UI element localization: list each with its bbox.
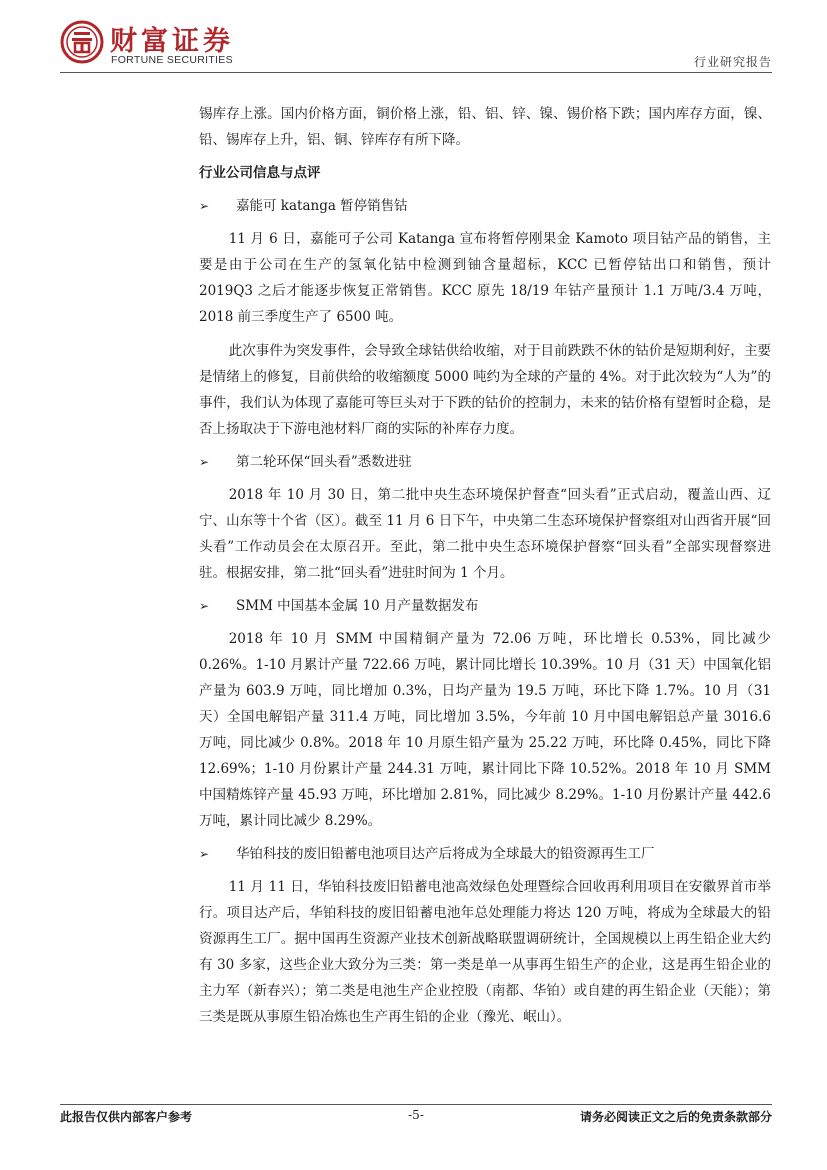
body-paragraph: 2018 年 10 月 30 日，第二批中央生态环境保护督查“回头看”正式启动，覆盖山西、辽宁、山东等十个省（区）。截至 11 月 6 日下午，中央第二生态环境保护督察组对山西省开展“回头看”工作动员会在太原召开。至此，第二批中央生态环境保护督察“回头看”全部实现督察进驻。根据安排，第二批“回头看”进驻时间为 1 个月。 bbox=[199, 487, 771, 581]
header-divider bbox=[60, 72, 772, 73]
body-paragraph: 此次事件为突发事件，会导致全球钴供给收缩，对于目前跌跌不休的钴价是短期利好，主要是情绪上的修复，目前供给的收缩额度 5000 吨约为全球的产量的 4%。对于此次较为“人为”的事件，我们认为体现了嘉能可等巨头对于下跌的钴价的控制力，未来的钴价格有望暂时企稳，是否上扬取决于下游电池材料厂商的实际的补库存力度。 bbox=[199, 343, 771, 437]
bullet-title: 华铂科技的废旧铅蓄电池项目达产后将成为全球最大的铅资源再生工厂 bbox=[236, 846, 655, 862]
bullet-title: 嘉能可 katanga 暂停销售钴 bbox=[236, 198, 408, 214]
page-footer bbox=[60, 1108, 772, 1128]
body-paragraph: 11 月 6 日，嘉能可子公司 Katanga 宣布将暂停刚果金 Kamoto 项目钴产品的销售，主要是由于公司在生产的氢氧化钴中检测到铀含量超标，KCC 已暂停钴出口和销售，预计 2019Q3 之后才能逐步恢复正常销售。KCC 原先 18/19 年钴产量预计 1.1 万吨/3.4 万吨，2018 前三季度生产了 6500 吨。 bbox=[199, 231, 771, 325]
logo-english-name: FORTUNE SECURITIES bbox=[111, 54, 233, 66]
bullet-item-2 bbox=[199, 449, 771, 475]
page-header bbox=[60, 18, 772, 72]
bullet-title: 第二轮环保“回头看”悉数进驻 bbox=[236, 454, 412, 470]
footer-disclaimer: 此报告仅供内部客户参考 bbox=[60, 1110, 193, 1124]
arrow-bullet-icon: ➢ bbox=[199, 847, 210, 861]
body-paragraph: 2018 年 10 月 SMM 中国精铜产量为 72.06 万吨，环比增长 0.53%，同比减少 0.26%。1-10 月累计产量 722.66 万吨，累计同比增长 10.39%。10 月（31 天）中国氧化铝产量为 603.9 万吨，同比增加 0.3%，日均产量为 19.5 万吨，环比下降 1.7%。10 月（31 天）全国电解铝产量 311.4 万吨，同比增加 3.5%，今年前 10 月中国电解铝总产量 3016.6 万吨，同比减少 0.8%。2018 年 10 月原生铅产量为 25.22 万吨，环比降 0.45%，同比下降 12.69%；1-10 月份累计产量 244.31 万吨，累计同比下降 10.52%。2018 年 10 月 SMM 中国精炼锌产量 45.93 万吨，环比增加 2.81%，同比减少 8.29%。1-10 月份累计产量 442.6 万吨，累计同比减少 8.29%。 bbox=[199, 631, 771, 829]
arrow-bullet-icon: ➢ bbox=[199, 599, 210, 613]
bullet-item-4 bbox=[199, 841, 771, 867]
page-number: -5- bbox=[408, 1108, 424, 1122]
logo-chinese-name: 财富证券 bbox=[110, 26, 234, 57]
section-title: 行业公司信息与点评 bbox=[199, 165, 321, 181]
report-type-label: 行业研究报告 bbox=[693, 55, 772, 69]
intro-paragraph: 锡库存上涨。国内价格方面，铜价格上涨，铅、铝、锌、镍、锡价格下跌；国内库存方面，镍、铅、锡库存上升，铝、铜、锌库存有所下降。 bbox=[199, 106, 771, 148]
footer-divider bbox=[60, 1104, 772, 1105]
bullet-item-1 bbox=[199, 193, 771, 219]
footer-notice: 请务必阅读正文之后的免责条款部分 bbox=[579, 1110, 772, 1124]
bullet-title: SMM 中国基本金属 10 月产量数据发布 bbox=[236, 598, 479, 614]
page-content bbox=[199, 101, 771, 1030]
arrow-bullet-icon: ➢ bbox=[199, 455, 210, 469]
body-paragraph: 11 月 11 日，华铂科技废旧铅蓄电池高效绿色处理暨综合回收再利用项目在安徽界首市举行。项目达产后，华铂科技的废旧铅蓄电池年总处理能力将达 120 万吨，将成为全球最大的铅资源再生工厂。据中国再生资源产业技术创新战略联盟调研统计，全国规模以上再生铅企业大约有 30 多家，这些企业大致分为三类：第一类是单一从事再生铅生产的企业，这是再生铅企业的主力军（新春兴）；第二类是电池生产企业控股（南都、华铂）或自建的再生铅企业（天能）；第三类是既从事原生铅冶炼也生产再生铅的企业（豫光、岷山）。 bbox=[199, 879, 771, 1025]
arrow-bullet-icon: ➢ bbox=[199, 199, 210, 213]
bullet-item-3 bbox=[199, 593, 771, 619]
fortune-seal-icon bbox=[60, 20, 104, 64]
company-logo bbox=[60, 18, 240, 68]
